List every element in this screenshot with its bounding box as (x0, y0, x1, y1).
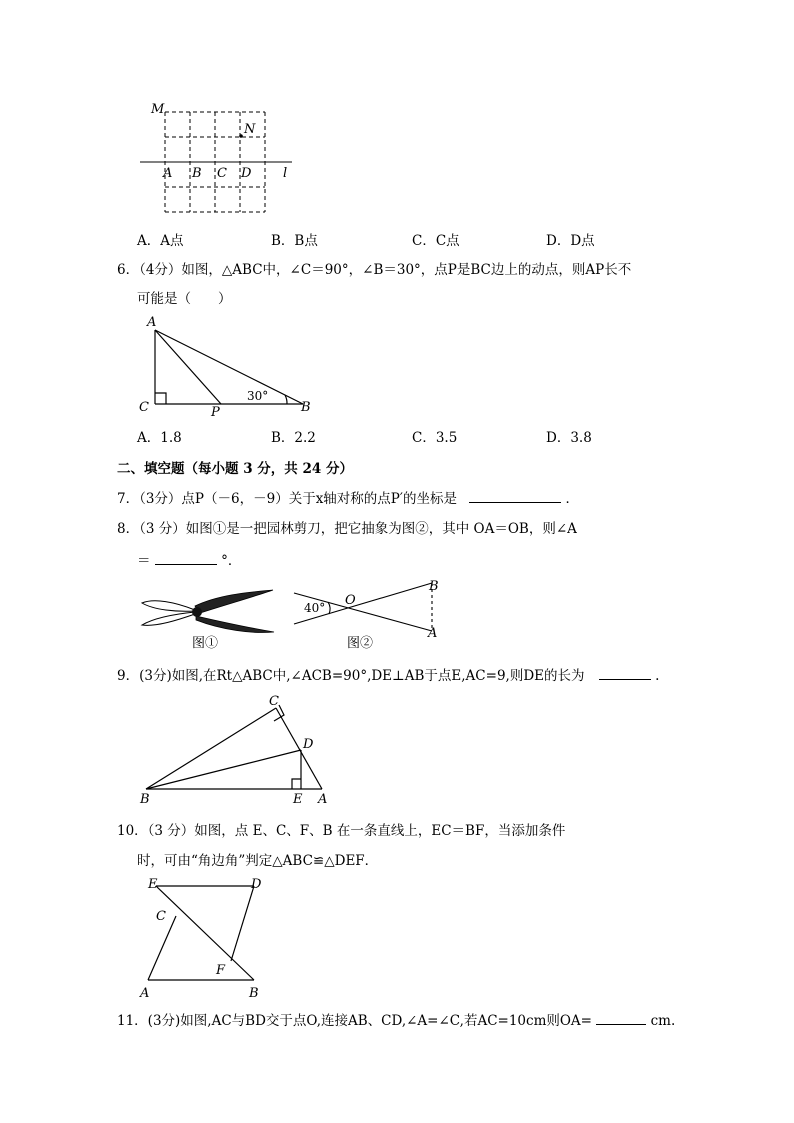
q10-label-B: B (249, 986, 259, 1001)
q6-angle-30: 30° (247, 389, 269, 403)
q9-answer-blank[interactable] (599, 665, 651, 680)
q8-scissors-figure (140, 578, 280, 653)
q6-label-B: B (301, 400, 311, 415)
q5-label-M: M (151, 102, 165, 117)
q6-triangle-figure (135, 312, 325, 420)
q5-label-l: l (283, 166, 288, 181)
q8-label-A: A (428, 626, 438, 641)
q9-line (117, 665, 659, 686)
q10-label-E: E (148, 877, 158, 892)
q8-fig1-caption: 图① (192, 636, 219, 651)
q6-label-A: A (147, 315, 157, 330)
q7-answer-blank[interactable] (469, 488, 561, 503)
q11-line (117, 1010, 675, 1031)
q6-option-b: B．2.2 (271, 430, 316, 446)
q10-label-D: D (251, 877, 262, 892)
q6-option-d: D．3.8 (546, 430, 592, 446)
q6-stem-line2: 可能是（ ） (137, 291, 232, 307)
q8-stem-end: °． (221, 553, 242, 569)
q8-stem-start: ＝ (137, 553, 151, 569)
q6-option-a: A．1.8 (137, 430, 182, 446)
q8-label-B: B (429, 579, 439, 594)
q7-end: ． (565, 491, 580, 507)
q5-option-a: A．A点 (137, 233, 184, 249)
q5-label-D: D (241, 166, 252, 181)
q9-label-E: E (293, 792, 303, 807)
q5-label-B: B (192, 166, 202, 181)
section-heading: 二、填空题（每小题 3 分，共 24 分） (117, 461, 353, 477)
q11-end: cm. (650, 1013, 676, 1029)
q10-label-F: F (216, 963, 226, 978)
q5-label-N: N (244, 122, 256, 137)
q11-stem: 11．(3分)如图,AC与BD交于点O,连接AB、CD,∠A=∠C,若AC=10cm则OA= (117, 1013, 592, 1029)
q9-triangle-figure (138, 693, 338, 805)
q8-fig2-caption: 图② (347, 636, 374, 651)
q8-stem-line1: 8．（3 分）如图①是一把园林剪刀，把它抽象为图②，其中 OA＝OB，则∠A (117, 521, 577, 537)
q10-stem-line1: 10．（3 分）如图，点 E、C、F、B 在一条直线上，EC＝BF，当添加条件 (117, 823, 566, 839)
q9-label-B: B (140, 792, 150, 807)
q8-answer-blank[interactable] (155, 550, 217, 565)
q9-label-C: C (269, 694, 279, 709)
q7-stem: 7．（3分）点P（－6，－9）关于x轴对称的点P′的坐标是 (117, 491, 457, 507)
q6-stem-line1: 6．（4分）如图，△ABC中，∠C＝90°，∠B＝30°，点P是BC边上的动点，则AP长不 (117, 262, 632, 278)
q10-stem-line2: 时，可由“角边角”判定△ABC≌△DEF． (137, 853, 379, 869)
q6-label-C: C (139, 400, 149, 415)
q11-answer-blank[interactable] (596, 1010, 646, 1025)
q5-label-C: C (217, 166, 227, 181)
q10-label-A: A (140, 986, 150, 1001)
q10-label-C: C (156, 909, 166, 924)
q6-option-c: C．3.5 (412, 430, 458, 446)
q10-figure (138, 876, 273, 1002)
q9-end: . (655, 668, 660, 684)
q5-option-d: D．D点 (546, 233, 595, 249)
q9-label-A: A (318, 792, 328, 807)
q5-option-b: B．B点 (271, 233, 318, 249)
q6-label-P: P (211, 405, 220, 420)
q5-grid-figure (140, 100, 300, 220)
q5-option-c: C．C点 (412, 233, 460, 249)
q9-label-D: D (303, 737, 314, 752)
q9-stem: 9．(3分)如图,在Rt△ABC中,∠ACB=90°,DE⊥AB于点E,AC=9,则DE的长为 (117, 668, 585, 684)
q7-line (117, 488, 579, 509)
q5-label-A: A (163, 166, 173, 181)
q8-angle-40: 40° (304, 601, 326, 615)
q8-angle-figure (292, 578, 452, 653)
q8-label-O: O (345, 593, 356, 608)
q8-line2 (137, 550, 241, 571)
